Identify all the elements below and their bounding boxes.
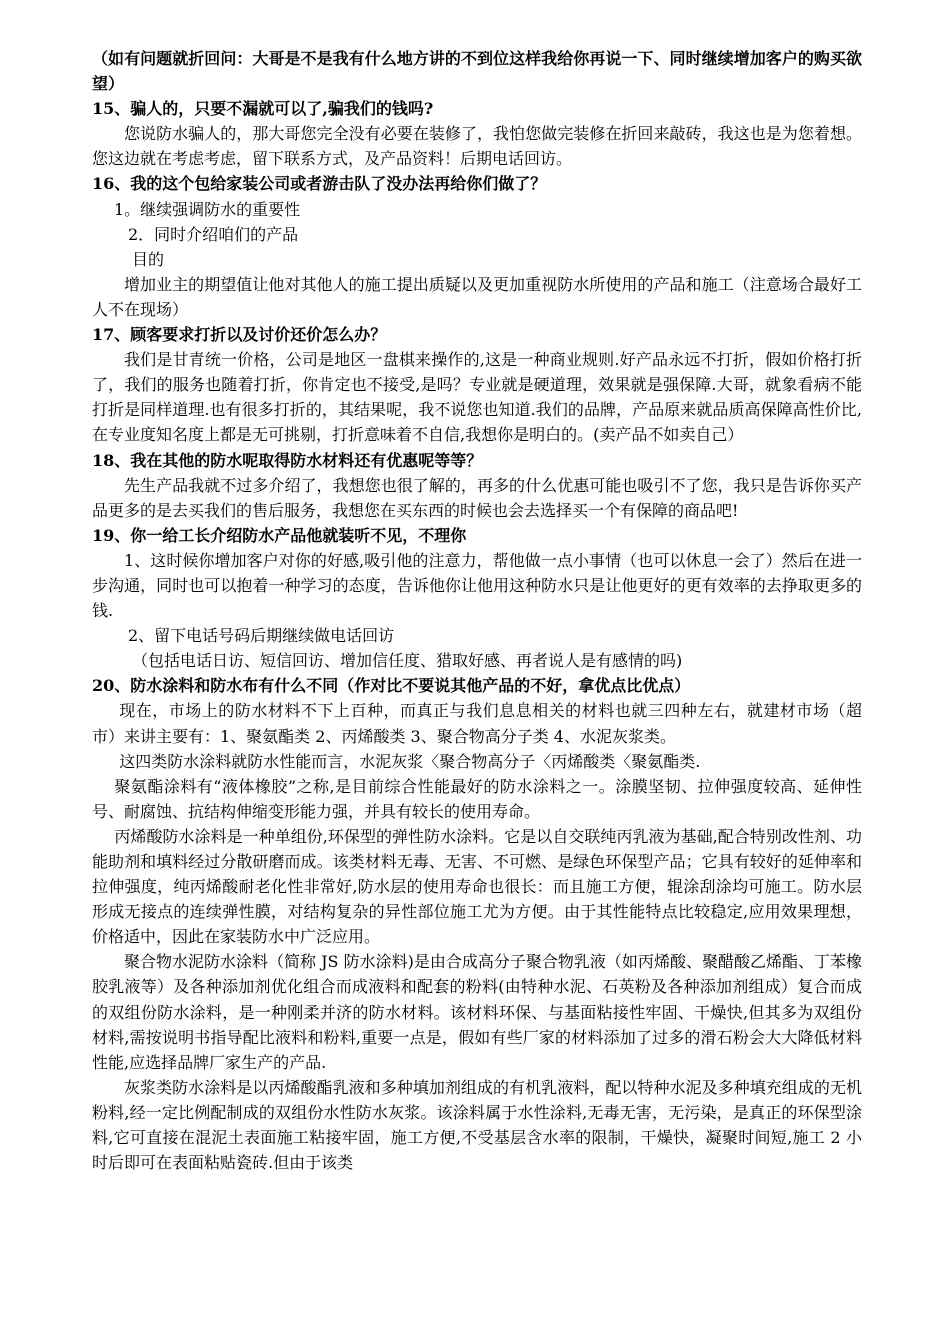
- heading-20: 20、防水涂料和防水布有什么不同（作对比不要说其他产品的不好，拿优点比优点）: [92, 676, 691, 696]
- answer-20-intro: 现在，市场上的防水材料不下上百种，而真正与我们息息相关的材料也就三四种左右，就建材市场（超市）来讲主要有：1、聚氨酯类 2、丙烯酸类 3、聚合物高分子类 4、水泥灰浆类。: [92, 701, 862, 746]
- document-body: [92, 46, 862, 1175]
- purpose-text: 增加业主的期望值让他对其他人的施工提出质疑以及更加重视防水所使用的产品和施工（注意场合最好工人不在现场）: [92, 274, 862, 319]
- answer-20-acrylic: 丙烯酸防水涂料是一种单组份,环保型的弹性防水涂料。它是以自交联纯丙乳液为基础,配合特别改性剂、功能助剂和填料经过分散研磨而成。该类材料无毒、无害、不可燃、是绿色环保型产品；它具有较好的延伸率和拉伸强度，纯丙烯酸耐老化性非常好,防水层的使用寿命也很长：而且施工方便，辊涂刮涂均可施工。防水层形成无接点的连续弹性膜，对结构复杂的异性部位施工尤为方便。由于其性能特点比较稳定,应用效果理想，价格适中，因此在家装防水中广泛应用。: [92, 826, 862, 947]
- answer-20-js: 聚合物水泥防水涂料（简称 JS 防水涂料)是由合成高分子聚合物乳液（如丙烯酸、聚醋酸乙烯酯、丁苯橡胶乳液等）及各种添加剂优化组合而成液料和配套的粉料(由特种水泥、石英粉及各种添加剂组成）复合而成的双组份防水涂料，是一种刚柔并济的防水材料。该材料环保、与基面粘接性牢固、干燥快,但其多为双组份材料,需按说明书指导配比液料和粉料,重要一点是，假如有些厂家的材料添加了过多的滑石粉会大大降低材料性能,应选择品牌厂家生产的产品.: [92, 952, 862, 1072]
- purpose-label: 目的: [132, 249, 165, 269]
- list-item-19-2: 2、留下电话号码后期继续做电话回访: [128, 626, 395, 646]
- heading-19: 19、你一给工长介绍防水产品他就装听不见，不理你: [92, 525, 467, 545]
- list-item-16-2: 2．同时介绍咱们的产品: [128, 224, 299, 244]
- answer-20-mortar: 灰浆类防水涂料是以丙烯酸酯乳液和多种填加剂组成的有机乳液料，配以特种水泥及多种填充组成的无机粉料,经一定比例配制成的双组份水性防水灰浆。该涂料属于水性涂料,无毒无害，无污染，是真正的环保型涂料,它可直接在混泥土表面施工粘接牢固，施工方便,不受基层含水率的限制，干燥快，凝聚时间短,施工 2 小时后即可在表面粘贴瓷砖.但由于该类: [92, 1077, 862, 1173]
- answer-15: 您说防水骗人的，那大哥您完全没有必要在装修了，我怕您做完装修在折回来敲砖，我这也是为您着想。您这边就在考虑考虑，留下联系方式，及产品资料！后期电话回访。: [92, 124, 862, 169]
- answer-20-compare: 这四类防水涂料就防水性能而言，水泥灰浆〈聚合物高分子〈丙烯酸类〈聚氨酯类.: [119, 751, 701, 771]
- heading-17: 17、顾客要求打折以及讨价还价怎么办？: [92, 325, 387, 345]
- heading-16: 16、我的这个包给家装公司或者游击队了没办法再给你们做了？: [92, 174, 547, 194]
- list-item-19-note: （包括电话日访、短信回访、增加信任度、猎取好感、再者说人是有感情的吗): [132, 651, 683, 671]
- answer-17: 我们是甘青统一价格，公司是地区一盘棋来操作的,这是一种商业规则.好产品永远不打折，假如价格打折了，我们的服务也随着打折，你肯定也不接受,是吗？专业就是硬道理，效果就是强保障.大哥，就象看病不能打折是同样道理.也有很多打折的，其结果呢，我不说您也知道.我们的品牌，产品原来就品质高保障高性价比,在专业度知名度上都是无可挑剔，打折意味着不自信,我想你是明白的。(卖产品不如卖自己）: [92, 350, 862, 445]
- paragraph-note: （如有问题就折回问：大哥是不是我有什么地方讲的不到位这样我给你再说一下、同时继续增加客户的购买欲望）: [92, 49, 862, 94]
- list-item-16-1: 1。继续强调防水的重要性: [114, 199, 301, 219]
- answer-20-polyurethane: 聚氨酯涂料有“液体橡胶”之称,是目前综合性能最好的防水涂料之一。涂膜坚韧、拉伸强度较高、延伸性号、耐腐蚀、抗结构伸缩变形能力强，并具有较长的使用寿命。: [92, 776, 862, 821]
- answer-18: 先生产品我就不过多介绍了，我想您也很了解的，再多的什么优惠可能也吸引不了您，我只是告诉你买产品更多的是去买我们的售后服务，我想您在买东西的时候也会去选择买一个有保障的商品吧!: [92, 475, 862, 520]
- list-item-19-1: 1、这时候你增加客户对你的好感,吸引他的注意力，帮他做一点小事情（也可以休息一会了）然后在进一步沟通，同时也可以抱着一种学习的态度，告诉他你让他用这种防水只是让他更好的更有效率的去挣取更多的钱.: [92, 550, 862, 621]
- heading-15: 15、骗人的，只要不漏就可以了,骗我们的钱吗?: [92, 99, 434, 119]
- heading-18: 18、我在其他的防水呢取得防水材料还有优惠呢等等？: [92, 450, 483, 470]
